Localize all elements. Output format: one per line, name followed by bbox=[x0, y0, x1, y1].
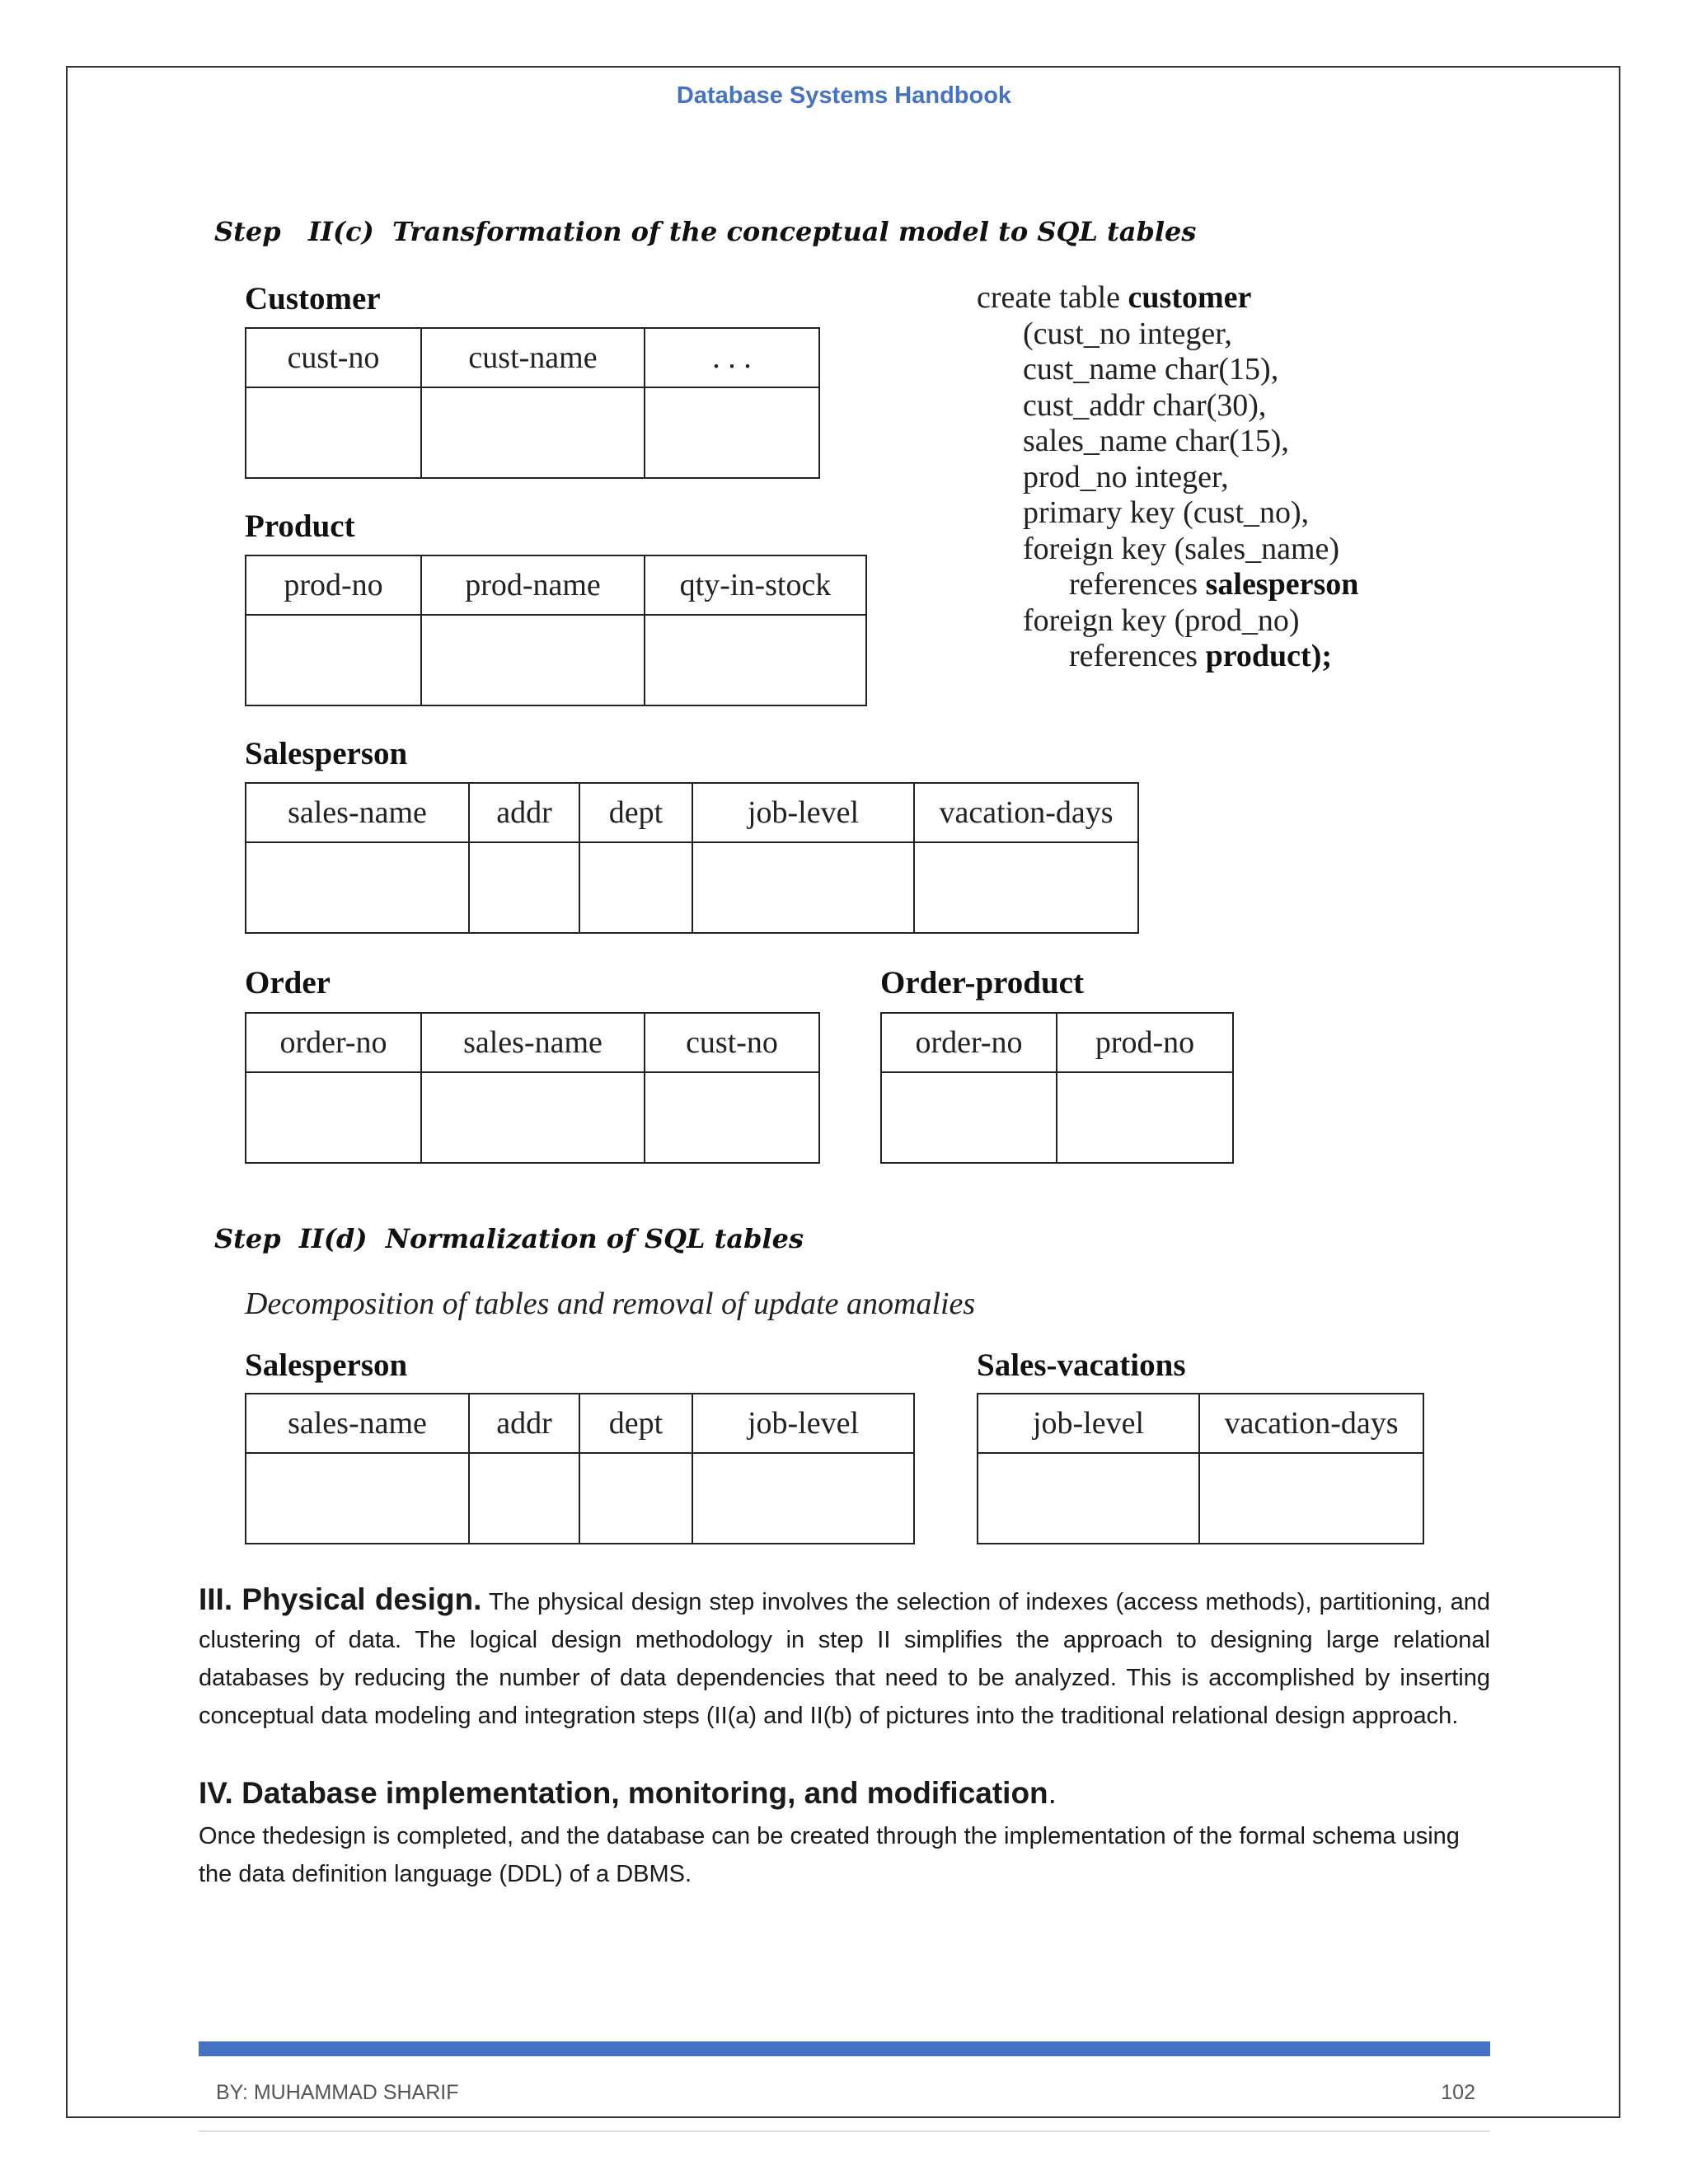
sql-line: foreign key (prod_no) bbox=[1023, 602, 1300, 638]
table-cell bbox=[579, 842, 692, 933]
table-cell bbox=[469, 842, 579, 933]
salesperson-col-vacation-days: vacation-days bbox=[914, 783, 1138, 842]
salesperson-table-name: Salesperson bbox=[245, 736, 408, 771]
product-col-qty-in-stock: qty-in-stock bbox=[645, 555, 866, 615]
sql-text: create table bbox=[977, 280, 1128, 315]
sql-line: primary key (cust_no), bbox=[1023, 495, 1310, 530]
implementation-heading-wrap bbox=[199, 1776, 1057, 1811]
sql-text: references bbox=[1069, 639, 1206, 673]
table-cell bbox=[881, 1072, 1057, 1163]
salesperson-table bbox=[245, 782, 1139, 934]
bottom-rule bbox=[199, 2130, 1490, 2132]
normalized-salesperson-col-addr: addr bbox=[469, 1394, 579, 1453]
normalized-salesperson-col-job-level: job-level bbox=[692, 1394, 914, 1453]
sql-keyword: product bbox=[1205, 639, 1311, 673]
sql-keyword: ); bbox=[1311, 639, 1333, 673]
sql-line: prod_no integer, bbox=[1023, 459, 1229, 494]
normalized-salesperson-col-sales-name: sales-name bbox=[246, 1394, 469, 1453]
normalized-salesperson-col-dept: dept bbox=[579, 1394, 692, 1453]
normalized-salesperson-table bbox=[245, 1393, 915, 1544]
table-cell bbox=[579, 1453, 692, 1544]
page-number: 102 bbox=[1441, 2081, 1475, 2104]
order-product-col-prod-no: prod-no bbox=[1057, 1013, 1233, 1072]
customer-col-cust-no: cust-no bbox=[246, 328, 421, 387]
sql-line: cust_name char(15), bbox=[1023, 352, 1279, 387]
order-product-table-name: Order-product bbox=[880, 965, 1084, 1001]
customer-table bbox=[245, 327, 820, 479]
order-product-col-order-no: order-no bbox=[881, 1013, 1057, 1072]
sql-line: sales_name char(15), bbox=[1023, 424, 1289, 458]
sql-text: references bbox=[1069, 567, 1206, 602]
sales-vacations-col-job-level: job-level bbox=[978, 1394, 1199, 1453]
table-cell bbox=[645, 1072, 819, 1163]
order-product-table bbox=[880, 1012, 1234, 1164]
customer-table-name: Customer bbox=[245, 281, 381, 316]
sql-line: (cust_no integer, bbox=[1023, 316, 1232, 351]
physical-design-heading: III. Physical design. bbox=[199, 1582, 482, 1616]
table-cell bbox=[246, 1072, 421, 1163]
step-c-title: Step II(c) Transformation of the conceptual model to SQL tables bbox=[214, 216, 1197, 247]
physical-design-body: The physical design step involves the selection of indexes (access methods), partitioning, and clustering of data. The logical design methodology in step II simplifies the approach to designing large relational databases by reducing the number of data dependencies that need to be analyzed. This is accomplished by inserting conceptual data modeling and integration steps (II(a) and II(b) of pictures into the traditional relational design approach. bbox=[199, 1589, 1490, 1729]
sql-keyword: customer bbox=[1128, 280, 1252, 315]
sales-vacations-table-name: Sales-vacations bbox=[977, 1347, 1186, 1383]
implementation-heading-period: . bbox=[1048, 1776, 1057, 1810]
footer-bar bbox=[199, 2041, 1490, 2056]
product-col-prod-no: prod-no bbox=[246, 555, 421, 615]
product-col-prod-name: prod-name bbox=[421, 555, 645, 615]
table-cell bbox=[1057, 1072, 1233, 1163]
table-cell bbox=[914, 842, 1138, 933]
sales-vacations-col-vacation-days: vacation-days bbox=[1199, 1394, 1423, 1453]
table-cell bbox=[246, 615, 421, 705]
salesperson-col-sales-name: sales-name bbox=[246, 783, 469, 842]
salesperson-col-job-level: job-level bbox=[692, 783, 914, 842]
sql-keyword: salesperson bbox=[1205, 567, 1359, 602]
table-cell bbox=[469, 1453, 579, 1544]
order-col-order-no: order-no bbox=[246, 1013, 421, 1072]
table-cell bbox=[246, 842, 469, 933]
table-cell bbox=[246, 387, 421, 478]
implementation-body: Once thedesign is completed, and the database can be created through the implementation of the formal schema using the data definition language (DDL) of a DBMS. bbox=[199, 1823, 1460, 1887]
salesperson-col-addr: addr bbox=[469, 783, 579, 842]
customer-col-ellipsis: . . . bbox=[645, 328, 819, 387]
order-table bbox=[245, 1012, 820, 1164]
order-col-sales-name: sales-name bbox=[421, 1013, 645, 1072]
table-cell bbox=[421, 387, 645, 478]
sql-line: cust_addr char(30), bbox=[1023, 387, 1267, 423]
table-cell bbox=[978, 1453, 1199, 1544]
product-table bbox=[245, 555, 867, 706]
page-header: Database Systems Handbook bbox=[676, 82, 1012, 109]
table-cell bbox=[1199, 1453, 1423, 1544]
product-table-name: Product bbox=[245, 509, 355, 544]
sql-line: foreign key (sales_name) bbox=[1023, 531, 1340, 566]
table-cell bbox=[246, 1453, 469, 1544]
decomposition-subtitle: Decomposition of tables and removal of update anomalies bbox=[245, 1286, 976, 1321]
table-cell bbox=[692, 1453, 914, 1544]
footer-author: BY: MUHAMMAD SHARIF bbox=[216, 2081, 459, 2104]
order-col-cust-no: cust-no bbox=[645, 1013, 819, 1072]
create-table-sql bbox=[977, 280, 1358, 675]
implementation-heading: IV. Database implementation, monitoring, and modification bbox=[199, 1776, 1048, 1810]
table-cell bbox=[645, 387, 819, 478]
order-table-name: Order bbox=[245, 965, 331, 1001]
table-cell bbox=[645, 615, 866, 705]
customer-col-cust-name: cust-name bbox=[421, 328, 645, 387]
step-d-title: Step II(d) Normalization of SQL tables bbox=[214, 1223, 804, 1254]
physical-design-paragraph bbox=[199, 1581, 1490, 1735]
salesperson-col-dept: dept bbox=[579, 783, 692, 842]
table-cell bbox=[421, 1072, 645, 1163]
table-cell bbox=[421, 615, 645, 705]
sales-vacations-table bbox=[977, 1393, 1424, 1544]
table-cell bbox=[692, 842, 914, 933]
normalized-salesperson-table-name: Salesperson bbox=[245, 1347, 408, 1383]
